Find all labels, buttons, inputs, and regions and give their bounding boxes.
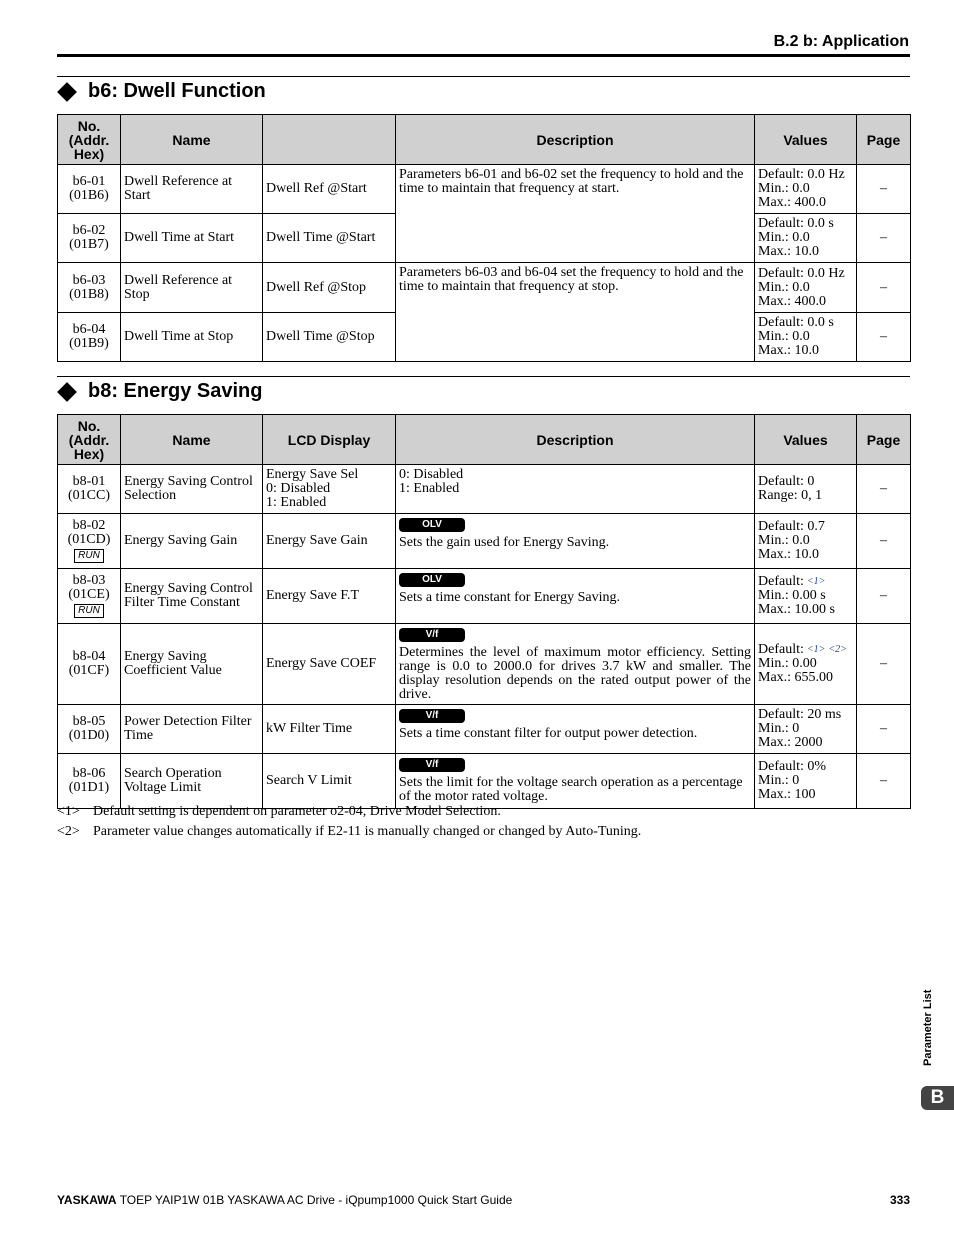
column-header-description: Description bbox=[396, 415, 755, 465]
param-values: Default: 0 Range: 0, 1 bbox=[755, 465, 857, 514]
brand-name: YASKAWA bbox=[57, 1193, 117, 1207]
column-header-no: No. (Addr. Hex) bbox=[58, 115, 121, 165]
table-header-row bbox=[58, 415, 911, 465]
param-name: Energy Saving Coefficient Value bbox=[121, 624, 263, 705]
b8-parameter-table bbox=[57, 414, 911, 809]
param-lcd: Dwell Ref @Start bbox=[263, 165, 396, 214]
page-footer bbox=[57, 1193, 910, 1207]
param-description: V/f Sets a time constant filter for output power detection. bbox=[396, 705, 755, 754]
param-description: V/f Sets the limit for the voltage search operation as a percentage of the motor rated voltage. bbox=[396, 754, 755, 809]
section-title-b8 bbox=[57, 380, 263, 403]
param-number: b8-04 (01CF) bbox=[58, 624, 121, 705]
column-header-lcd bbox=[263, 115, 396, 165]
param-lcd: Search V Limit bbox=[263, 754, 396, 809]
param-description: OLV Sets a time constant for Energy Saving. bbox=[396, 569, 755, 624]
param-values: Default: 0% Min.: 0 Max.: 100 bbox=[755, 754, 857, 809]
param-description: 0: Disabled 1: Enabled bbox=[396, 465, 755, 514]
param-description: Parameters b6-01 and b6-02 set the frequency to hold and the time to maintain that frequency at start. bbox=[396, 165, 755, 263]
param-values: Default: 0.0 Hz Min.: 0.0 Max.: 400.0 bbox=[755, 165, 857, 214]
section-rule-b8 bbox=[57, 376, 910, 377]
table-row bbox=[58, 263, 911, 313]
param-name: Energy Saving Control Selection bbox=[121, 465, 263, 514]
param-number: b6-03 (01B8) bbox=[58, 263, 121, 313]
column-header-page: Page bbox=[857, 115, 911, 165]
run-badge: RUN bbox=[74, 604, 104, 618]
table-row bbox=[58, 514, 911, 569]
param-page: – bbox=[857, 754, 911, 809]
param-values: Default: $^{<1>}$ Min.: 0.00 s Max.: 10.00 s bbox=[755, 569, 857, 624]
table-row bbox=[58, 754, 911, 809]
column-header-name: Name bbox=[121, 415, 263, 465]
param-description: OLV Sets the gain used for Energy Saving. bbox=[396, 514, 755, 569]
column-header-page: Page bbox=[857, 415, 911, 465]
param-name: Energy Saving Gain bbox=[121, 514, 263, 569]
param-page: – bbox=[857, 465, 911, 514]
param-values: Default: 0.0 Hz Min.: 0.0 Max.: 400.0 bbox=[755, 263, 857, 313]
param-lcd: kW Filter Time bbox=[263, 705, 396, 754]
param-name: Dwell Reference at Stop bbox=[121, 263, 263, 313]
param-values: Default: 0.0 s Min.: 0.0 Max.: 10.0 bbox=[755, 313, 857, 362]
side-section-label: Parameter List bbox=[922, 989, 934, 1066]
header-rule bbox=[57, 54, 910, 57]
param-page: – bbox=[857, 165, 911, 214]
param-name: Dwell Time at Stop bbox=[121, 313, 263, 362]
param-page: – bbox=[857, 214, 911, 263]
param-values: Default: $^{<1>}$ $^{<2>}$ Min.: 0.00 Max.: 655.00 bbox=[755, 624, 857, 705]
param-values: Default: 0.7 Min.: 0.0 Max.: 10.0 bbox=[755, 514, 857, 569]
control-mode-badge: V/f bbox=[399, 758, 465, 772]
param-name: Dwell Reference at Start bbox=[121, 165, 263, 214]
param-lcd: Dwell Time @Stop bbox=[263, 313, 396, 362]
section-title-b8-text: b8: Energy Saving bbox=[88, 380, 263, 402]
section-title-b6-text: b6: Dwell Function bbox=[88, 80, 266, 102]
param-name: Search Operation Voltage Limit bbox=[121, 754, 263, 809]
param-number: b6-02 (01B7) bbox=[58, 214, 121, 263]
footnote: <1> Default setting is dependent on parameter o2-04, Drive Model Selection. bbox=[57, 804, 501, 819]
param-page: – bbox=[857, 624, 911, 705]
column-header-description: Description bbox=[396, 115, 755, 165]
table-row bbox=[58, 465, 911, 514]
param-lcd: Energy Save F.T bbox=[263, 569, 396, 624]
param-description: Parameters b6-03 and b6-04 set the frequency to hold and the time to maintain that frequency at stop. bbox=[396, 263, 755, 362]
footnote-ref[interactable]: <1> bbox=[806, 644, 826, 655]
param-page: – bbox=[857, 313, 911, 362]
section-header-title: B.2 b: Application bbox=[773, 33, 909, 50]
param-lcd: Energy Save Sel 0: Disabled 1: Enabled bbox=[263, 465, 396, 514]
column-header-lcd: LCD Display bbox=[263, 415, 396, 465]
table-header-row bbox=[58, 115, 911, 165]
column-header-values: Values bbox=[755, 415, 857, 465]
control-mode-badge: V/f bbox=[399, 628, 465, 642]
param-page: – bbox=[857, 569, 911, 624]
section-title-b6 bbox=[57, 80, 266, 103]
footnote: <2> Parameter value changes automatically if E2-11 is manually changed or changed by Auto-Tuning. bbox=[57, 824, 642, 839]
param-number: b8-05 (01D0) bbox=[58, 705, 121, 754]
param-name: Dwell Time at Start bbox=[121, 214, 263, 263]
footnote-ref[interactable]: <2> bbox=[828, 644, 847, 655]
chapter-tab[interactable]: B bbox=[921, 1086, 954, 1110]
param-number: b8-01 (01CC) bbox=[58, 465, 121, 514]
param-number: b6-04 (01B9) bbox=[58, 313, 121, 362]
param-lcd: Dwell Time @Start bbox=[263, 214, 396, 263]
param-lcd: Energy Save COEF bbox=[263, 624, 396, 705]
table-row bbox=[58, 705, 911, 754]
param-values: Default: 0.0 s Min.: 0.0 Max.: 10.0 bbox=[755, 214, 857, 263]
footnote-ref[interactable]: <1> bbox=[806, 576, 826, 587]
column-header-name: Name bbox=[121, 115, 263, 165]
diamond-icon bbox=[57, 82, 77, 102]
run-badge: RUN bbox=[74, 549, 104, 563]
diamond-icon bbox=[57, 382, 77, 402]
control-mode-badge: OLV bbox=[399, 573, 465, 587]
column-header-values: Values bbox=[755, 115, 857, 165]
param-name: Power Detection Filter Time bbox=[121, 705, 263, 754]
footnotes bbox=[57, 802, 641, 842]
table-row bbox=[58, 165, 911, 214]
param-description: V/f Determines the level of maximum motor efficiency. Setting range is 0.0 to 2000.0 for drives 3.7 kW and smaller. The display resolution depends on the rated output power of the drive. bbox=[396, 624, 755, 705]
control-mode-badge: V/f bbox=[399, 709, 465, 723]
param-number: b8-02 (01CD) RUN bbox=[58, 514, 121, 569]
section-rule-b6 bbox=[57, 76, 910, 77]
param-page: – bbox=[857, 705, 911, 754]
param-lcd: Energy Save Gain bbox=[263, 514, 396, 569]
table-row bbox=[58, 569, 911, 624]
b6-parameter-table bbox=[57, 114, 911, 362]
param-number: b6-01 (01B6) bbox=[58, 165, 121, 214]
param-name: Energy Saving Control Filter Time Constant bbox=[121, 569, 263, 624]
param-number: b8-03 (01CE) RUN bbox=[58, 569, 121, 624]
param-lcd: Dwell Ref @Stop bbox=[263, 263, 396, 313]
control-mode-badge: OLV bbox=[399, 518, 465, 532]
param-page: – bbox=[857, 514, 911, 569]
param-values: Default: 20 ms Min.: 0 Max.: 2000 bbox=[755, 705, 857, 754]
param-number: b8-06 (01D1) bbox=[58, 754, 121, 809]
column-header-no: No. (Addr. Hex) bbox=[58, 415, 121, 465]
param-page: – bbox=[857, 263, 911, 313]
table-row bbox=[58, 624, 911, 705]
page-number: 333 bbox=[889, 1193, 910, 1207]
footer-doc-title: YASKAWA TOEP YAIP1W 01B YASKAWA AC Drive - iQpump1000 Quick Start Guide bbox=[57, 1193, 513, 1207]
